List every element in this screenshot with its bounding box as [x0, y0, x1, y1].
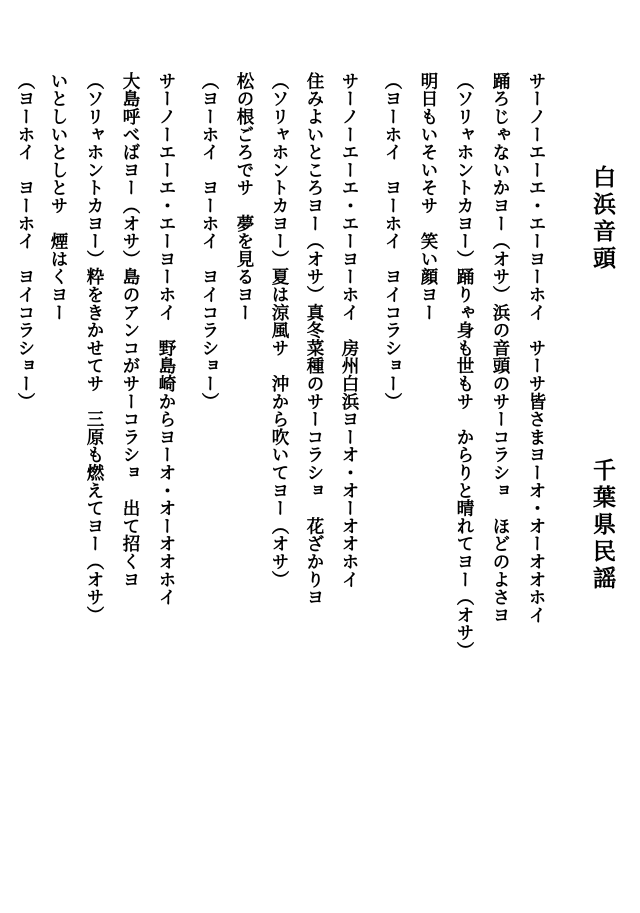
lyric-line: （ソリャホントカヨー）粋をきかせてサ 三原も燃えてヨー（オサ） [84, 72, 104, 624]
lyric-line: （ソリャホントカヨー）踊りゃ身も世もサ からりと晴れてヨー（オサ） [454, 72, 474, 660]
lyric-line: 明日もいそいそサ 笑い顔ヨー [418, 72, 438, 322]
lyric-line: （ヨーホイ ヨーホイ ヨイコラショー） [382, 72, 402, 411]
lyric-line: サーノーエーエ・エーヨーホイ 房州白浜ヨーオ・オーオオホイ [339, 72, 359, 589]
lyric-line: 住みよいところヨー（オサ）真冬菜種のサーコラショ 花ざかりヨ [304, 72, 324, 606]
song-title: 白浜音頭 [589, 165, 616, 273]
lyric-line: （ソリャホントカヨー）夏は涼風サ 沖から吹いてヨー（オサ） [269, 72, 289, 589]
lyric-line: （ヨーホイ ヨーホイ ヨイコラショー） [199, 72, 219, 411]
lyric-line: 大島呼べばヨー（オサ）島のアンコがサーコラショ 出て招くヨ [120, 72, 140, 589]
lyric-line: いとしいとしとサ 煙はくヨー [48, 72, 68, 322]
song-source: 千葉県民謡 [589, 458, 616, 593]
lyric-line: 松の根ごろでサ 夢を見るヨー [234, 72, 254, 322]
lyric-line: サーノーエーエ・エーヨーホイ 野島崎からヨーオ・オーオオホイ [156, 72, 176, 606]
lyric-line: サーノーエーエ・エーヨーホイ サーサ皆さまヨーオ・オーオオホイ [526, 72, 546, 624]
lyric-line: 踊ろじゃないかヨー（オサ）浜の音頭のサーコラショ ほどのよさヨ [490, 72, 510, 624]
lyric-line: （ヨーホイ ヨーホイ ヨイコラショー） [15, 72, 35, 411]
